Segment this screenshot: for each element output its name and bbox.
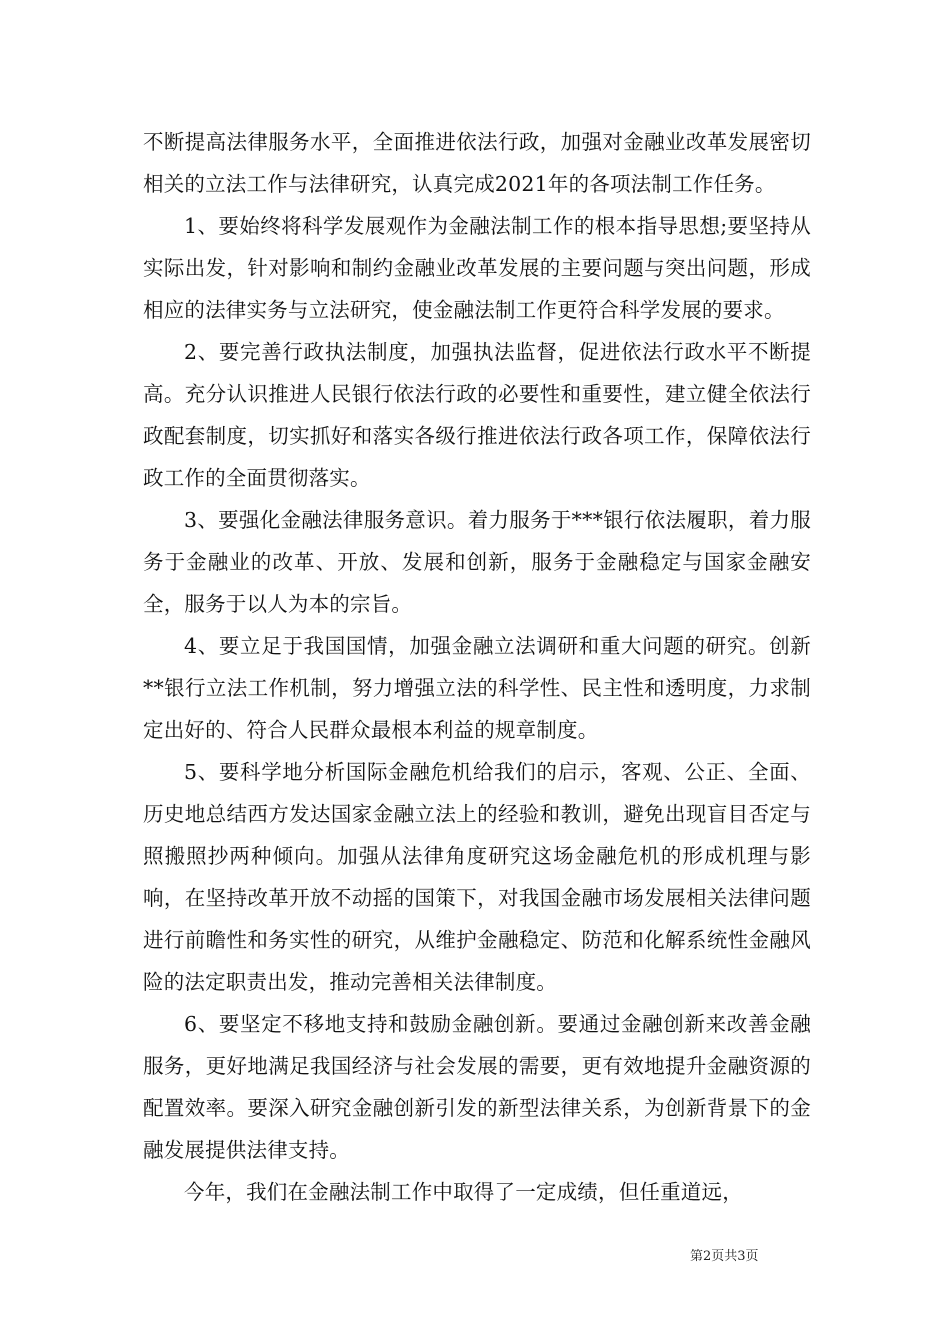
document-body: [143, 121, 811, 1213]
paragraph-item-5: 5、要科学地分析国际金融危机给我们的启示，客观、公正、全面、历史地总结西方发达国家金融立法上的经验和教训，避免出现盲目否定与照搬照抄两种倾向。加强从法律角度研究这场金融危机的形成机理与影响，在坚持改革开放不动摇的国策下，对我国金融市场发展相关法律问题进行前瞻性和务实性的研究，从维护金融稳定、防范和化解系统性金融风险的法定职责出发，推动完善相关法律制度。: [143, 760, 811, 994]
paragraph-item-2: 2、要完善行政执法制度，加强执法监督，促进依法行政水平不断提高。充分认识推进人民银行依法行政的必要性和重要性，建立健全依法行政配套制度，切实抓好和落实各级行推进依法行政各项工作，保障依法行政工作的全面贯彻落实。: [143, 340, 811, 490]
paragraph-item-6: 6、要坚定不移地支持和鼓励金融创新。要通过金融创新来改善金融服务，更好地满足我国经济与社会发展的需要，更有效地提升金融资源的配置效率。要深入研究金融创新引发的新型法律关系，为创新背景下的金融发展提供法律支持。: [143, 1012, 811, 1162]
paragraph-item-1: 1、要始终将科学发展观作为金融法制工作的根本指导思想;要坚持从实际出发，针对影响和制约金融业改革发展的主要问题与突出问题，形成相应的法律实务与立法研究，使金融法制工作更符合科学发展的要求。: [143, 214, 811, 322]
page-number-footer: 第2页共3页: [690, 1249, 759, 1264]
paragraph-item-4: 4、要立足于我国国情，加强金融立法调研和重大问题的研究。创新**银行立法工作机制，努力增强立法的科学性、民主性和透明度，力求制定出好的、符合人民群众最根本利益的规章制度。: [143, 634, 811, 742]
paragraph-this-year: 今年，我们在金融法制工作中取得了一定成绩，但任重道远，: [184, 1180, 743, 1204]
paragraph-continuation: 不断提高法律服务水平，全面推进依法行政，加强对金融业改革发展密切相关的立法工作与法律研究，认真完成2021年的各项法制工作任务。: [143, 130, 811, 196]
paragraph-item-3: 3、要强化金融法律服务意识。着力服务于***银行依法履职，着力服务于金融业的改革、开放、发展和创新，服务于金融稳定与国家金融安全，服务于以人为本的宗旨。: [143, 508, 811, 616]
